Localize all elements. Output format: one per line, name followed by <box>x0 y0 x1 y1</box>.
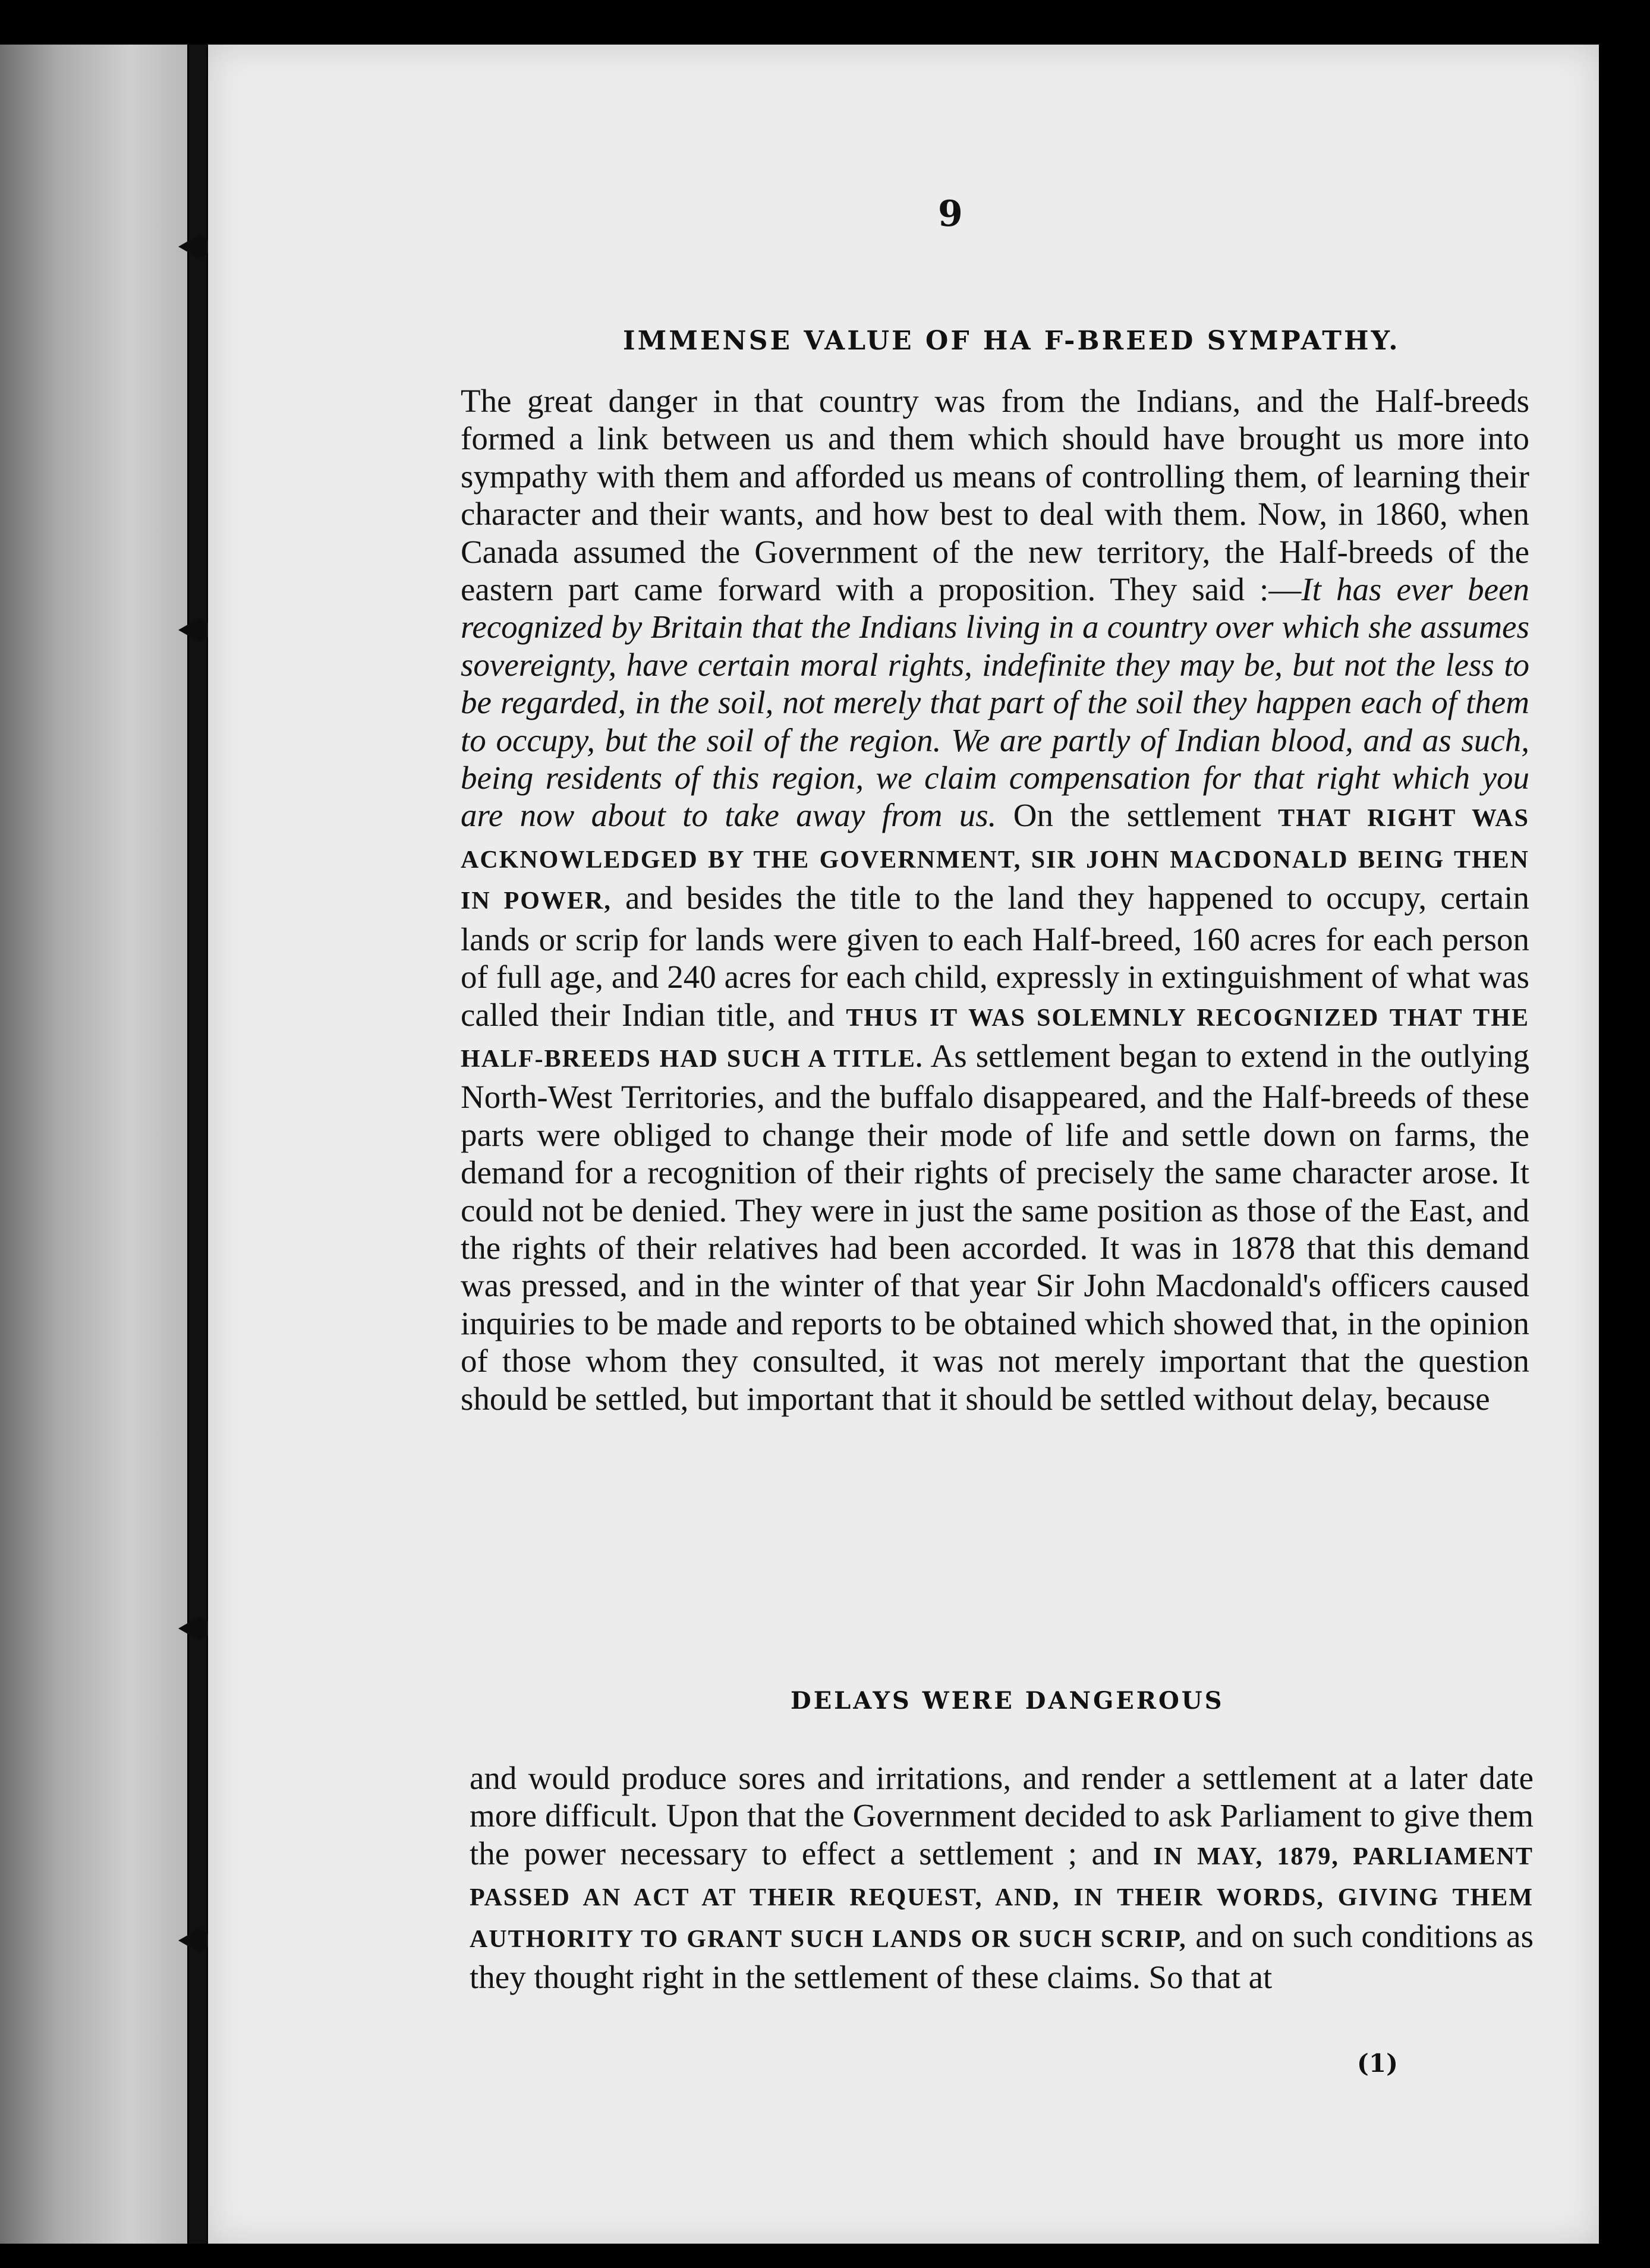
quoted-claim-italic: It has ever been recognized by Britain that the Indians living in a country over which she assumes sovereignty, have certain moral rights, indefinite they may be, but not the less to be regarded, in the soil, not merely that part of the soil they happen each of them to occupy, but the soil of the region. We are partly of Indian blood, and as such, being residents of this region, we claim compensation for that right which you are now about to take away from us. <box>461 571 1529 834</box>
text-run: On the settlement <box>996 797 1279 834</box>
section-heading: IMMENSE VALUE OF HA F-BREED SYMPATHY. <box>623 326 1400 356</box>
small-caps-emphasis: IN MAY, 1879, PARLIAMENT PASSED AN ACT AT THEIR REQUEST, AND, IN THEIR WORDS, GIVING THEM AUTHORITY TO GRANT SUCH LANDS OR SUCH SCRIP, <box>470 1842 1534 1953</box>
page-number: 9 <box>938 193 963 235</box>
text-run: and besides the title to the land they happened to occupy, certain lands or scrip for lands were given to each Half-breed, 160 acres for each person of full age, and 240 acres for each child, expressly in extinguishment of what was called their Indian title, and <box>461 880 1529 1033</box>
small-caps-emphasis: THAT RIGHT WAS ACKNOWLEDGED BY THE GOVERNMENT, SIR JOHN MACDONALD BEING THEN IN POWER, <box>461 805 1529 915</box>
book-binding <box>189 45 207 2244</box>
text-run: As settlement began to extend in the outlying North-West Territories, and the buffalo disappeared, and the Half-breeds of these parts were obliged to change their mode of life and settle down on farms, the demand for a recognition of their rights of precisely the same character arose. It could not be denied. They were in just the same position as those of the East, and the rights of their relatives had been accorded. It was in 1878 that this demand was pressed, and in the winter of that year Sir John Macdonald's officers caused inquiries to be made and reports to be obtained which showed that, in the opinion of those whom they consulted, it was not merely important that the question should be settled, but important that it should be settled without delay, because <box>461 1037 1530 1417</box>
body-paragraph-1 <box>461 382 1529 1418</box>
text-run: and on such conditions as they thought right in the settlement of these claims. So that at <box>470 1917 1534 1996</box>
text-run: The great danger in that country was from the Indians, and the Half-breeds formed a link between us and them which should have brought us more into sympathy with them and afforded us means of controlling them, of learning their character and their wants, and how best to deal with them. Now, in 1860, when Canada assumed the Government of the new territory, the Half-breeds of the eastern part came forward with a proposition. They said :— <box>461 383 1529 608</box>
section-subheading: DELAYS WERE DANGEROUS <box>791 1687 1224 1715</box>
body-paragraph-2 <box>470 1759 1534 1996</box>
previous-page-edge <box>0 45 187 2244</box>
signature-mark: (1) <box>1357 2049 1398 2078</box>
text-run: and would produce sores and irritations, and render a settlement at a later date more difficult. Upon that the Government decided to ask Parliament to give them the power necessary to effect a settlement ; and <box>470 1760 1534 1872</box>
small-caps-emphasis: THUS IT WAS SOLEMNLY RECOGNIZED THAT THE HALF-BREEDS HAD SUCH A TITLE. <box>461 1004 1529 1073</box>
